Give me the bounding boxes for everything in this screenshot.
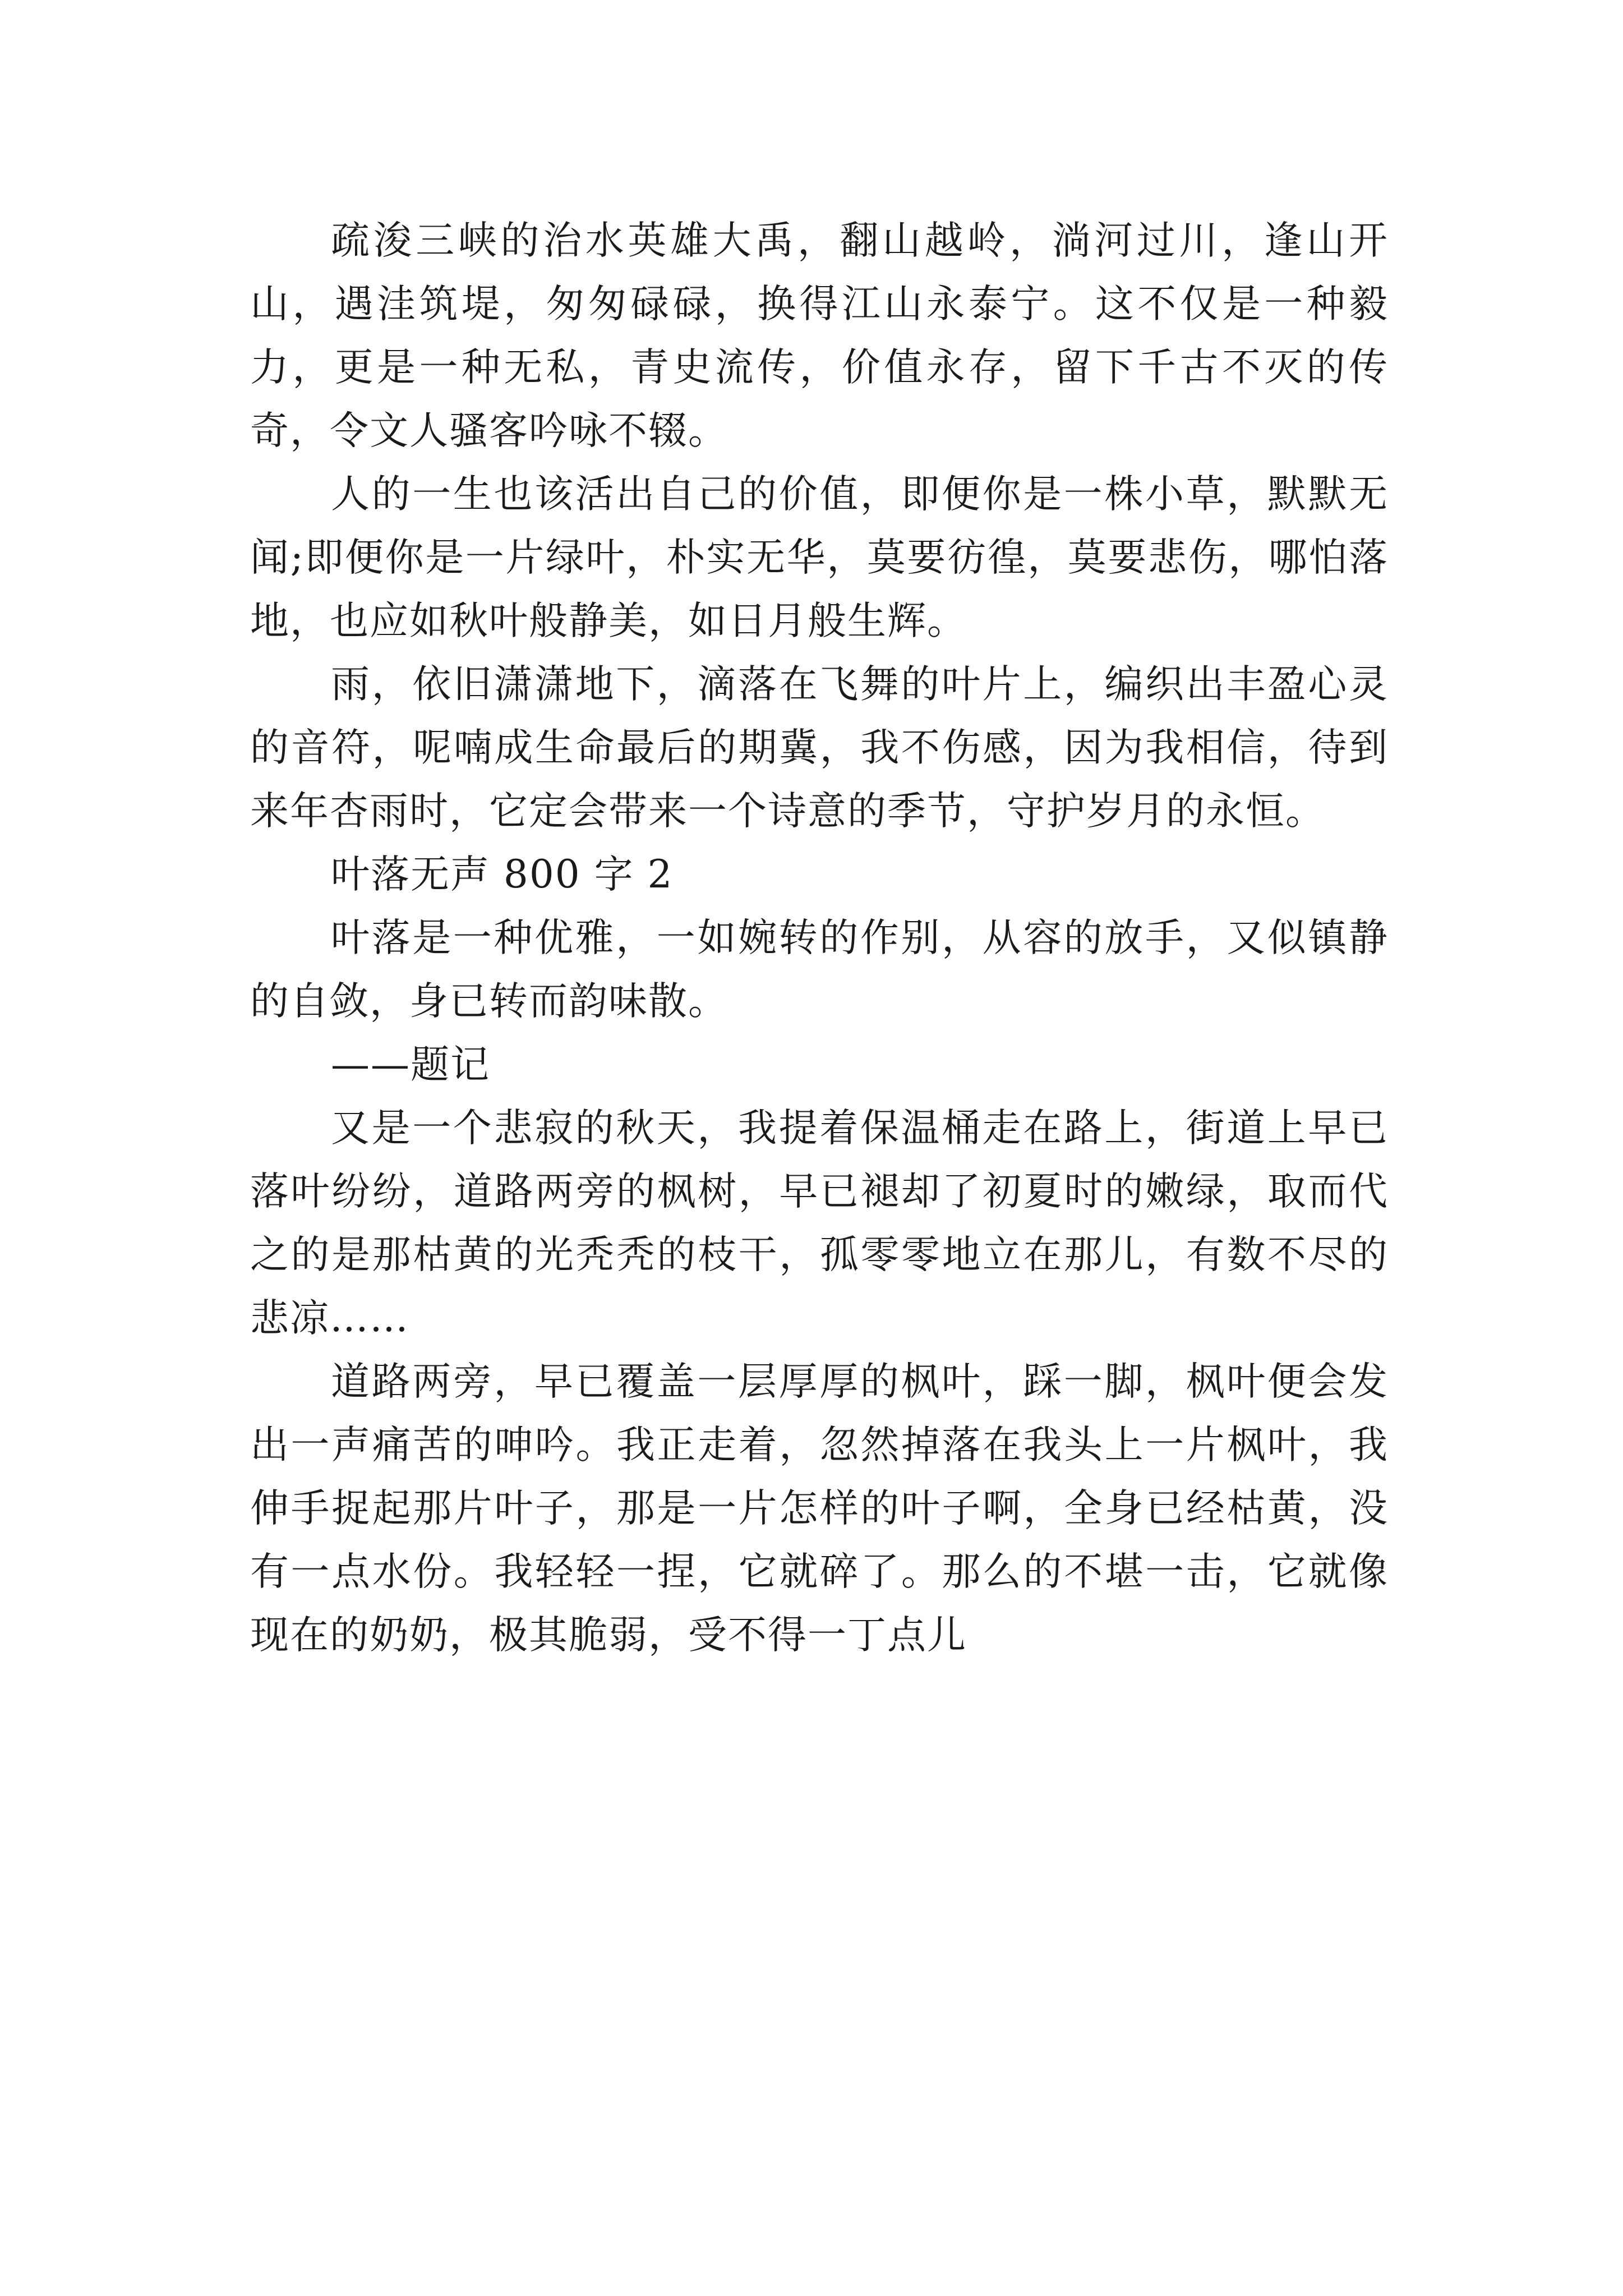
document-body bbox=[250, 209, 1389, 1667]
paragraph-autumn: 又是一个悲寂的秋天，我提着保温桶走在路上，街道上早已落叶纷纷，道路两旁的枫树，早已褪却了初夏时的嫩绿，取而代之的是那枯黄的光秃秃的枝干，孤零零地立在那儿，有数不尽的悲凉…… bbox=[250, 1106, 1389, 1341]
paragraph-maple-leaf: 道路两旁，早已覆盖一层厚厚的枫叶，踩一脚，枫叶便会发出一声痛苦的呻吟。我正走着，忽然掉落在我头上一片枫叶，我伸手捉起那片叶子，那是一片怎样的叶子啊，全身已经枯黄，没有一点水份。我轻轻一捏，它就碎了。那么的不堪一击，它就像现在的奶奶，极其脆弱，受不得一丁点儿 bbox=[250, 1359, 1389, 1658]
paragraph-epigraph-attribution: ——题记 bbox=[331, 1042, 490, 1087]
paragraph-life-value: 人的一生也该活出自己的价值，即便你是一株小草，默默无闻;即便你是一片绿叶，朴实无华，莫要彷徨，莫要悲伤，哪怕落地，也应如秋叶般静美，如日月般生辉。 bbox=[250, 472, 1389, 643]
paragraph-dayu: 疏浚三峡的治水英雄大禹，翻山越岭，淌河过川，逢山开山，遇洼筑堤，匆匆碌碌，换得江山永泰宁。这不仅是一种毅力，更是一种无私，青史流传，价值永存，留下千古不灭的传奇，令文人骚客吟咏不辍。 bbox=[250, 218, 1389, 453]
paragraph-epigraph: 叶落是一种优雅，一如婉转的作别，从容的放手，又似镇静的自敛，身已转而韵味散。 bbox=[250, 915, 1389, 1024]
paragraph-rain: 雨，依旧潇潇地下，滴落在飞舞的叶片上，编织出丰盈心灵的音符，呢喃成生命最后的期冀，我不伤感，因为我相信，待到来年杏雨时，它定会带来一个诗意的季节，守护岁月的永恒。 bbox=[250, 662, 1389, 834]
essay-title: 叶落无声 800 字 2 bbox=[331, 852, 674, 897]
